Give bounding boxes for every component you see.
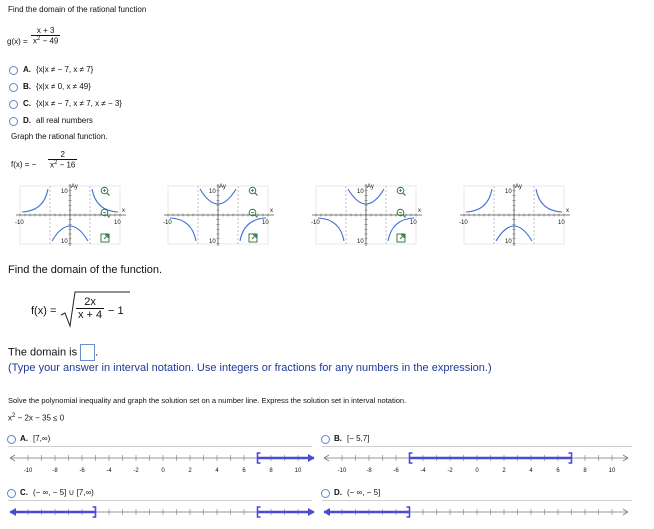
number-line-tick-label: -4 [420,468,426,474]
q4-number-line-2 [322,448,632,482]
graph-x-left-label: -10 [163,220,172,226]
graph-y-axis-label: Ay [219,184,226,190]
q2-graph-option-2[interactable] [158,182,288,257]
q4-inequality: $x^2 - 2x - 35 \le 0$ [8,413,65,423]
number-line-tick-label: 2 [502,468,506,474]
q1-option-a-radio[interactable] [9,66,18,75]
number-line-tick-label: -4 [106,468,112,474]
number-line-tick-label: 10 [294,468,302,474]
graph-y-bottom-label: 10 [209,239,216,245]
q4-option-a-radio[interactable] [7,435,16,444]
number-line-tick-label: 8 [269,468,273,474]
q3-denominator: x + 4 [78,309,103,321]
number-line-tick-label: 2 [188,468,192,474]
q4-option-d-radio[interactable] [321,489,330,498]
q4-option-a[interactable]: A. [7,∞) [20,434,51,443]
number-line-tick-label: 6 [556,468,560,474]
q1-option-d-radio[interactable] [9,117,18,126]
q1-func-lhs: g(x) = [7,37,28,46]
q3-fraction [76,296,104,321]
popout-icon[interactable] [100,233,110,243]
q2-graph-option-1[interactable] [10,182,140,257]
graph-y-top-label: 10 [209,189,216,195]
graph-x-left-label: -10 [15,220,24,226]
number-line-tick-label: -6 [79,468,85,474]
q3-instruction: (Type your answer in interval notation. Use integers or fractions for any numbers in the expression.) [8,362,492,374]
q1-option-c[interactable]: C. {x|x ≠ − 7, x ≠ 7, x ≠ − 3} [23,99,122,108]
q4-option-d[interactable]: D. (− ∞, − 5] [334,488,381,497]
popout-icon[interactable] [396,233,406,243]
number-line-tick-label: -10 [23,468,33,474]
q1-option-b-radio[interactable] [9,83,18,92]
graph-y-axis-label: Ay [71,184,78,190]
q4-option-b-radio[interactable] [321,435,330,444]
q1-option-c-radio[interactable] [9,100,18,109]
q4-option-c[interactable]: C. (− ∞, − 5] ∪ [7,∞) [20,488,94,497]
zoom-in-icon[interactable] [396,186,406,196]
zoom-in-icon[interactable] [100,186,110,196]
zoom-out-icon[interactable] [396,208,406,218]
zoom-out-icon[interactable] [100,208,110,218]
number-line-tick-label: 4 [215,468,219,474]
q2-graph-plot [158,182,288,252]
q3-answer-input[interactable] [80,344,95,361]
number-line-tick-label: -2 [447,468,453,474]
q4-title: Solve the polynomial inequality and graph the solution set on a number line. Express the solution set in interval notation. [8,396,407,405]
q4-number-line-4 [322,502,632,524]
q2-graph-option-4[interactable] [454,182,584,257]
number-line-tick-label: -10 [337,468,347,474]
graph-y-bottom-label: 10 [61,239,68,245]
graph-y-axis-label: Ay [367,184,374,190]
q3-domain-prefix: The domain is [8,346,78,359]
q1-numerator: x + 3 [36,26,55,35]
graph-x-right-label: 10 [114,220,121,226]
graph-x-right-label: 10 [262,220,269,226]
q2-graph-plot [306,182,436,252]
q2-graph-option-3[interactable] [306,182,436,257]
graph-x-left-label: -10 [459,220,468,226]
graph-y-top-label: 10 [61,189,68,195]
q1-option-a[interactable]: A. {x|x ≠ − 7, x ≠ 7} [23,65,94,74]
graph-y-top-label: 10 [505,189,512,195]
number-line-tick-label: 6 [242,468,246,474]
number-line-tick-label: -8 [366,468,372,474]
graph-x-axis-label: x [418,208,421,214]
q3-func-lhs: f(x) = [31,305,57,317]
q2-title: Graph the rational function. [11,132,108,141]
q3-title: Find the domain of the function. [8,264,163,276]
graph-x-axis-label: x [122,208,125,214]
q4-number-line-3 [8,502,318,524]
q2-graph-plot [454,182,584,252]
zoom-in-icon[interactable] [248,186,258,196]
q1-option-b[interactable]: B. {x|x ≠ 0, x ≠ 49} [23,82,91,91]
zoom-out-icon[interactable] [248,208,258,218]
q3-numerator: 2x [84,296,96,308]
number-line-tick-label: 10 [608,468,616,474]
number-line-tick-label: -8 [52,468,58,474]
q1-denominator: $x^2 - 49$ [33,36,59,46]
number-line-tick-label: 8 [583,468,587,474]
popout-icon[interactable] [248,233,258,243]
q2-graph-plot [10,182,140,252]
graph-x-right-label: 10 [410,220,417,226]
number-line-tick-label: -2 [133,468,139,474]
q1-title: Find the domain of the rational function [8,5,147,14]
q3-domain-line: The domain is . [8,344,98,361]
q1-option-d[interactable]: D. all real numbers [23,116,93,125]
q2-func-lhs: f(x) = − [11,160,37,169]
graph-x-left-label: -10 [311,220,320,226]
q1-fraction [31,26,60,46]
graph-y-top-label: 10 [357,189,364,195]
number-line-tick-label: 0 [161,468,165,474]
number-line-tick-label: 0 [475,468,479,474]
graph-y-bottom-label: 10 [357,239,364,245]
graph-x-axis-label: x [270,208,273,214]
q4-option-c-radio[interactable] [7,489,16,498]
number-line-tick-label: -6 [393,468,399,474]
q2-fraction [48,150,77,170]
q4-option-b[interactable]: B. [− 5,7] [334,434,370,443]
q2-numerator: 2 [60,150,65,159]
graph-x-right-label: 10 [558,220,565,226]
graph-y-bottom-label: 10 [505,239,512,245]
q2-denominator: $x^2 - 16$ [50,160,76,170]
q3-func-rest: − 1 [108,305,124,317]
number-line-tick-label: 4 [529,468,533,474]
q4-number-line-1 [8,448,318,482]
graph-x-axis-label: x [566,208,569,214]
graph-y-axis-label: Ay [515,184,522,190]
